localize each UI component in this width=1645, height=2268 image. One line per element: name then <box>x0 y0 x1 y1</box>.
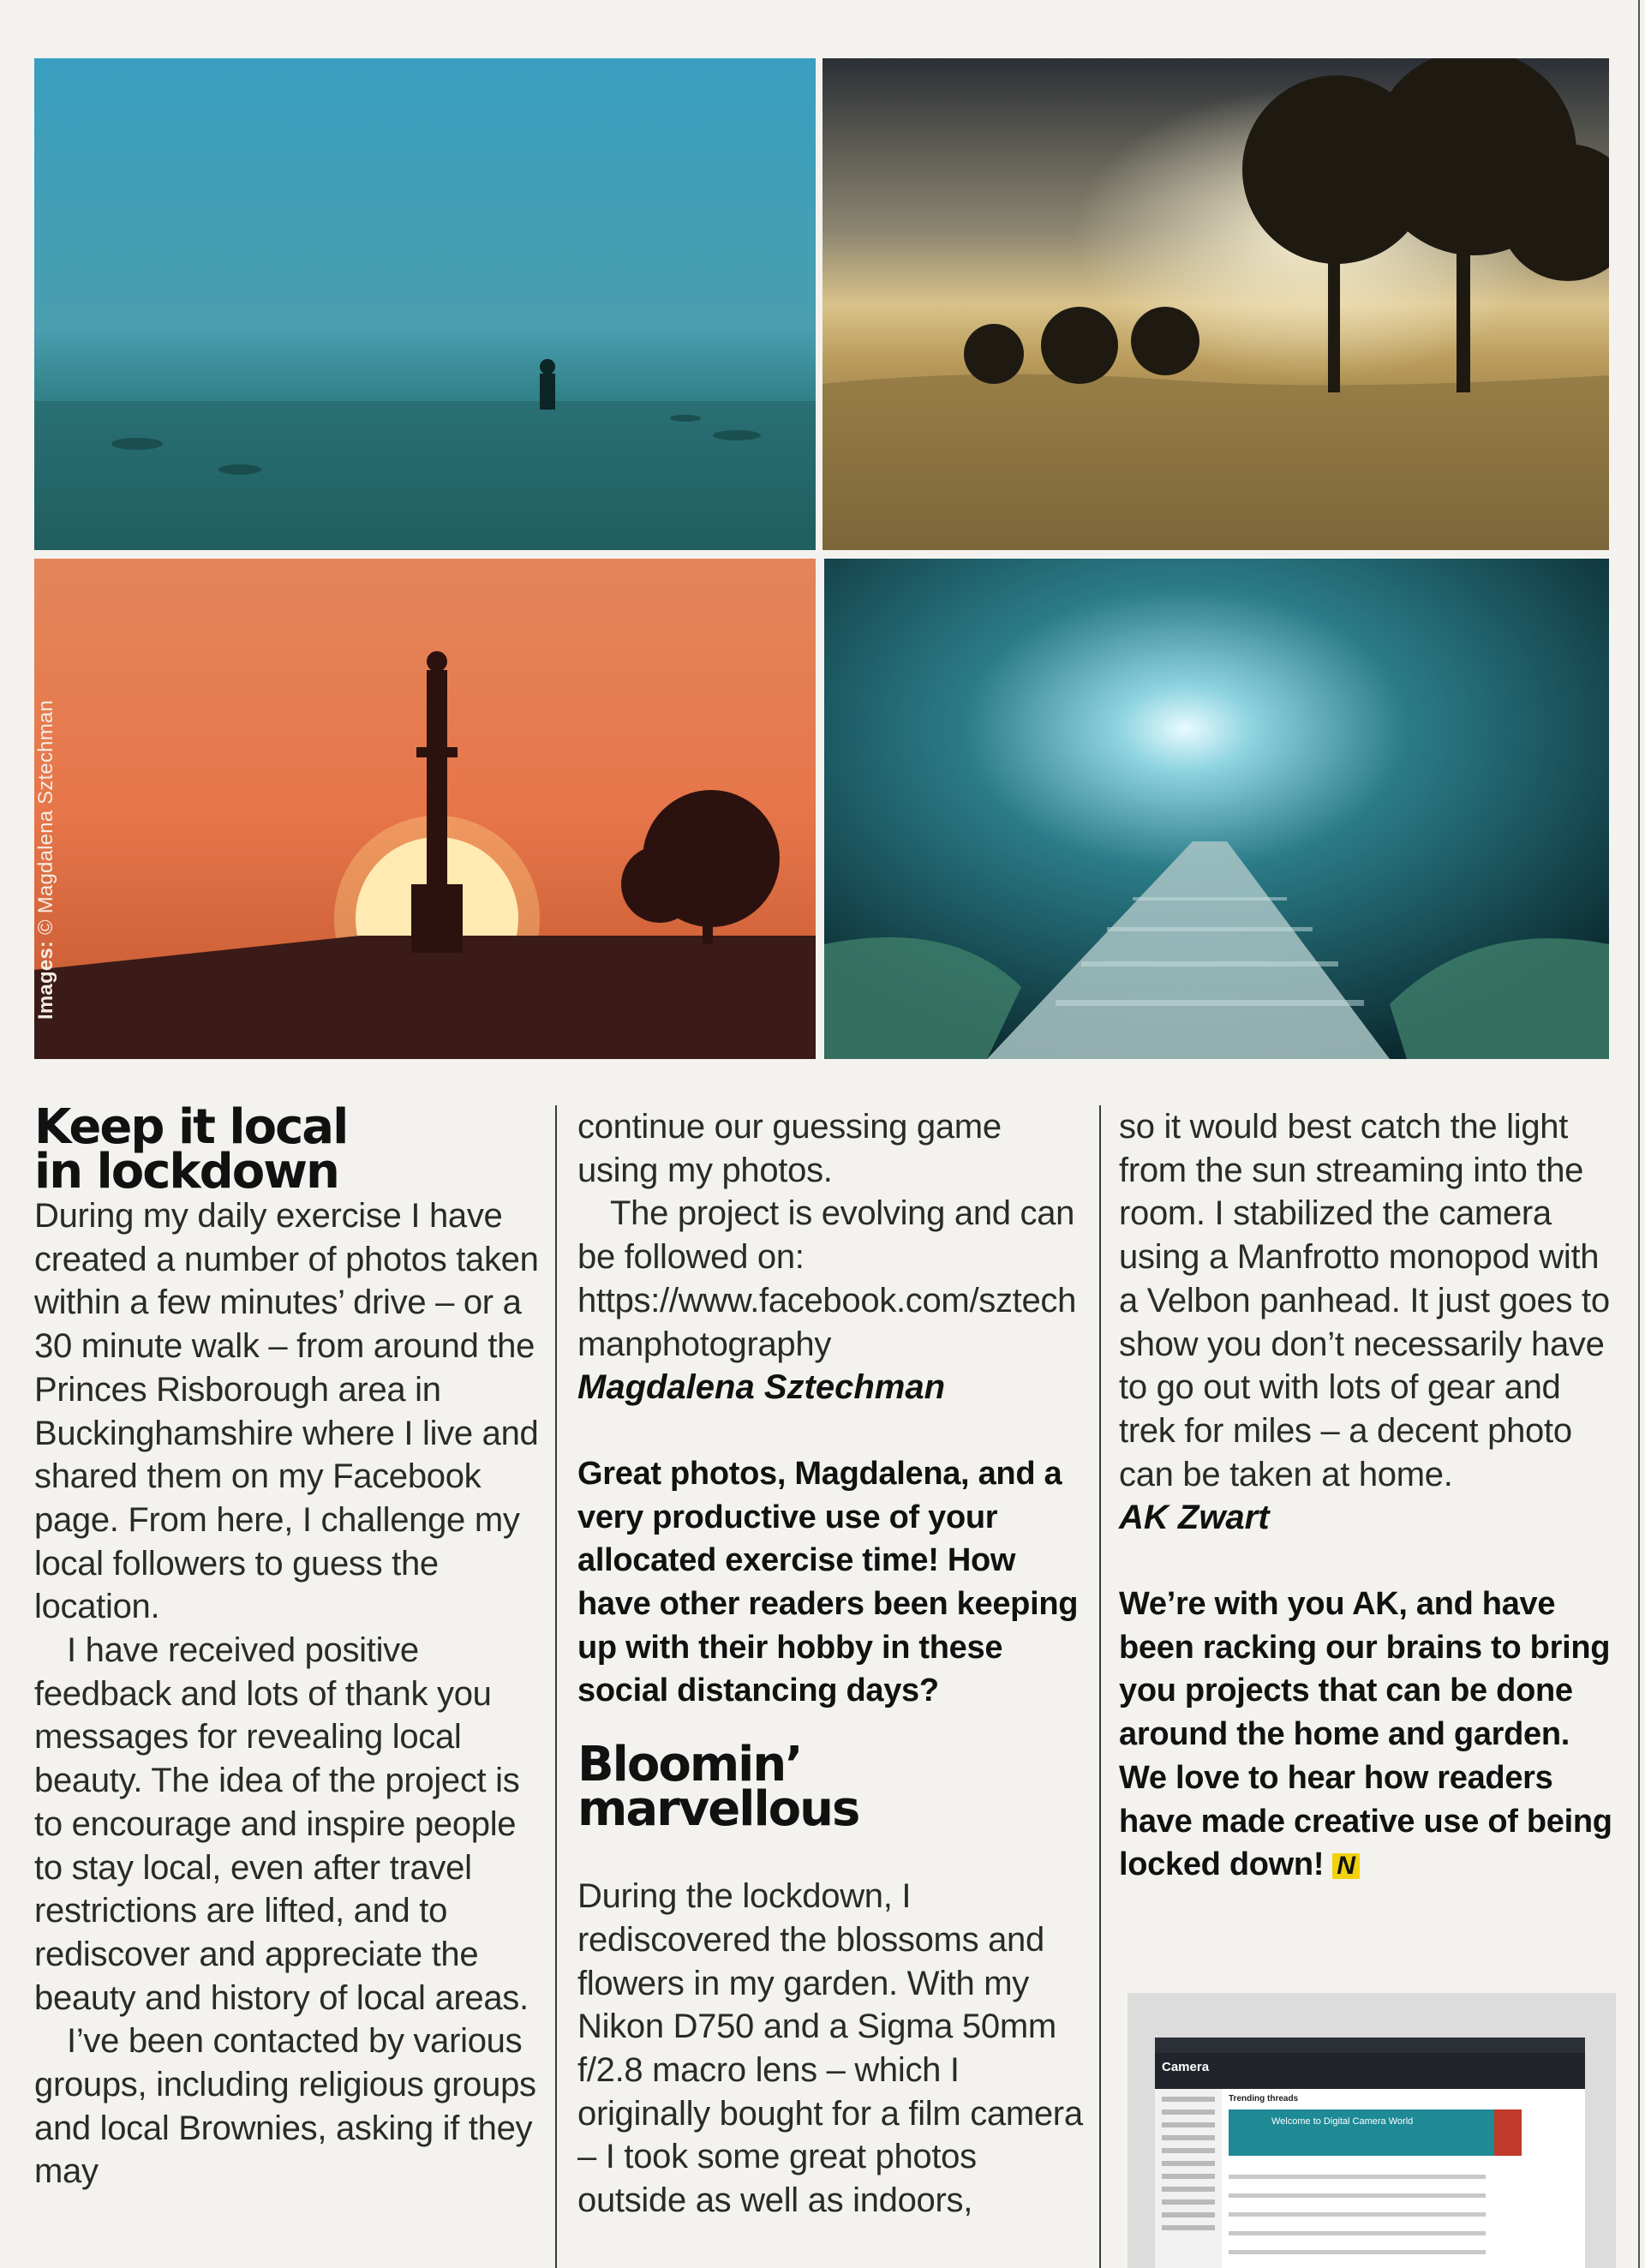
article1-paragraph: I have received positive feedback and lots of thank you messages for revealing local beauty. The idea of the project is to encourage and inspire people to stay local, even after travel restrictions are lifted, and to rediscover and appreciate the beauty and history of local areas. <box>34 1631 529 2017</box>
end-mark-icon: N <box>1332 1853 1359 1879</box>
thumbnail-browser-bar <box>1155 2038 1585 2053</box>
credit-text: © Magdalena Sztechman <box>34 699 57 936</box>
article2-editor-response <box>1119 1583 1624 1887</box>
credit-label: Images: <box>34 940 57 1020</box>
headline-line: Bloomin’ <box>577 1737 802 1793</box>
thumbnail-logo: Camera <box>1162 2060 1210 2074</box>
article1-paragraph: I’ve been contacted by various groups, including religious groups and local Brownies, asking if they may <box>34 2022 536 2191</box>
article1-author: Magdalena Sztechman <box>577 1368 946 1407</box>
thumbnail-banner-image <box>1494 2109 1522 2156</box>
photo-monument-sunset <box>34 559 816 1059</box>
article1-headline <box>34 1099 540 1200</box>
article2-paragraph: During the lockdown, I rediscovered the blossoms and flowers in my garden. With my Nikon D750 and a Sigma 50mm f/2.8 macro lens – which I originally bought for a film camera – I took some great photos outside as well as indoors, <box>577 1877 1083 2220</box>
thumbnail-site-nav <box>1155 2053 1585 2089</box>
article2-response-text: We’re with you AK, and have been racking our brains to bring you projects that can be done around the home and garden. We love to hear how readers have made creative use of being locked down! <box>1119 1586 1612 1883</box>
article2-author: AK Zwart <box>1119 1499 1270 1537</box>
thumbnail-thread-row <box>1229 2231 1486 2235</box>
misty-field-image <box>34 58 816 550</box>
photo-sunlit-trees <box>822 58 1609 550</box>
thumbnail-thread-row <box>1229 2250 1486 2254</box>
headline-line: marvellous <box>577 1781 859 1838</box>
photo-credit <box>34 700 58 1020</box>
thumbnail-thread-row <box>1229 2212 1486 2217</box>
article1-paragraph: During my daily exercise I have created a number of photos taken within a few minutes’ drive – or a 30 minute walk – from around the Princes Risborough area in Buckinghamshire where I live and shared them on my Facebook page. From here, I challenge my local followers to guess the location. <box>34 1197 539 1626</box>
thumbnail-banner <box>1229 2109 1494 2156</box>
photo-tree-tunnel <box>824 559 1609 1059</box>
thumbnail-thread-row <box>1229 2193 1486 2198</box>
thumbnail-thread-row <box>1229 2175 1486 2179</box>
thumbnail-screen <box>1155 2038 1585 2268</box>
page-edge-rule <box>1638 0 1640 2268</box>
tree-tunnel-image <box>824 559 1609 1059</box>
facebook-url: https://www.facebook.com/sztechmanphotography <box>577 1281 1077 1363</box>
article2-continuation: so it would best catch the light from the sun streaming into the room. I stabilized the camera using a Manfrotto monopod with a Velbon panhead. It just goes to show you don’t necessarily have to go out with lots of gear and trek for miles – a decent photo can be taken at home. <box>1119 1108 1610 1493</box>
monument-sunset-image <box>34 559 816 1059</box>
column-1 <box>34 1099 540 2193</box>
headline-line: in lockdown <box>34 1144 338 1200</box>
article1-continuation: continue our guessing game using my photos. <box>577 1108 1002 1189</box>
column-rule <box>1099 1105 1101 2268</box>
photo-misty-field <box>34 58 816 550</box>
column-rule <box>555 1105 557 2268</box>
article1-project-text: The project is evolving and can be followed on: <box>577 1194 1075 1277</box>
column-3 <box>1119 1105 1624 1887</box>
headline-line: Keep it local <box>34 1099 348 1155</box>
article1-editor-response: Great photos, Magdalena, and a very productive use of your allocated exercise time! How have other readers been keeping up with their hobby in these social distancing days? <box>577 1455 1079 1709</box>
thumbnail-sidebar <box>1155 2089 1222 2268</box>
sunlit-trees-image <box>822 58 1609 550</box>
website-screenshot-thumbnail <box>1128 1993 1616 2268</box>
thumbnail-banner-text: Welcome to Digital Camera World <box>1271 2116 1414 2127</box>
thumbnail-section-title: Trending threads <box>1229 2094 1299 2103</box>
article2-headline <box>577 1737 1083 1838</box>
column-2 <box>577 1105 1083 2223</box>
